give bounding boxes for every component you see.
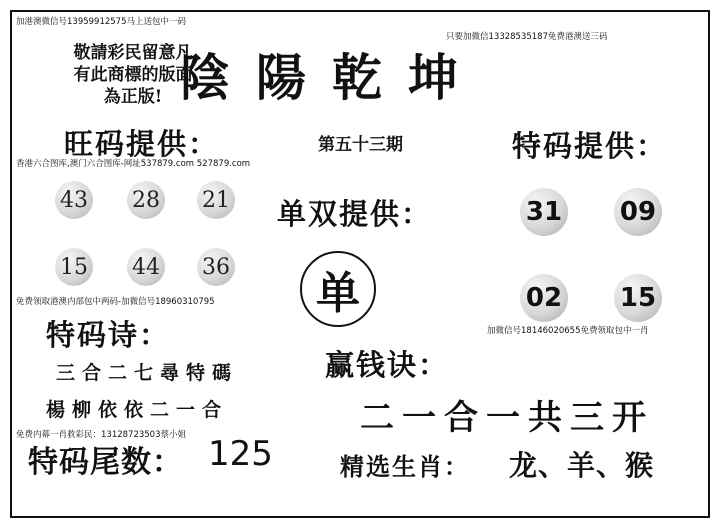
site-note: 香港六合图库,澳门六合图库-网址537879.com 527879.com	[16, 159, 251, 169]
win-phrase: 二一合一共三开	[360, 398, 654, 438]
hot-numbers-label: 旺码提供：	[64, 127, 220, 161]
hot-number-ball: 28	[127, 181, 165, 219]
special-numbers-label: 特码提供：	[512, 129, 668, 163]
special-number-ball: 09	[614, 188, 662, 236]
top-left-notice: 加港澳微信号13959912575马上送包中一码	[16, 17, 186, 27]
issue-number: 第五十三期	[318, 135, 403, 155]
zodiac-label: 精选生肖：	[340, 453, 470, 481]
top-right-notice: 只要加微信13328535187免费港澳送三码	[446, 32, 608, 42]
special-number-ball: 31	[520, 188, 568, 236]
win-label: 赢钱诀：	[325, 348, 450, 382]
poem-label: 特码诗：	[46, 318, 171, 352]
special-note: 加微信号18146020655免费领取包中一肖	[487, 326, 649, 336]
zodiac-value: 龙、羊、猴	[509, 449, 655, 482]
odd-even-label: 单双提供：	[277, 197, 433, 231]
special-number-ball: 02	[520, 274, 568, 322]
hot-number-ball: 44	[127, 248, 165, 286]
tail-value: 125	[208, 434, 273, 474]
tail-label: 特码尾数：	[28, 445, 183, 480]
bottom-note: 免费内幕一肖救彩民：13128723503蔡小姐	[16, 430, 186, 440]
hot-number-ball: 21	[197, 181, 235, 219]
poem-line: 三合二七尋特碼	[56, 362, 239, 384]
odd-even-value: 单	[300, 251, 376, 327]
hot-number-ball: 15	[55, 248, 93, 286]
hot-number-ball: 43	[55, 181, 93, 219]
special-number-ball: 15	[614, 274, 662, 322]
middle-note: 免费领取港澳内部包中两码-加微信号18960310795	[16, 297, 215, 307]
page-title: 陰陽乾坤	[180, 48, 484, 107]
poem-line: 楊柳依依二一合	[46, 399, 229, 421]
hot-number-ball: 36	[197, 248, 235, 286]
authenticity-warning: 敬請彩民留意凡有此商標的版面為正版!	[73, 43, 193, 107]
